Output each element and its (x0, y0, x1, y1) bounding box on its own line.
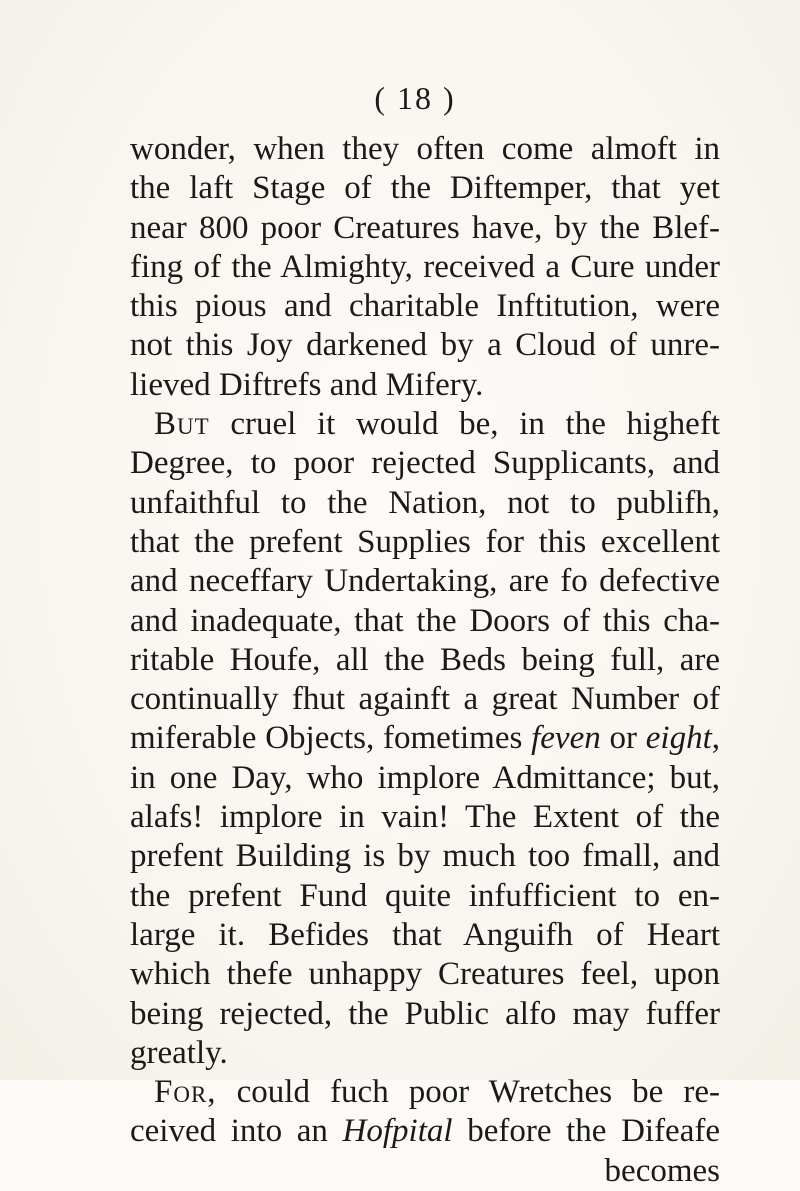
italic-word: feven (531, 720, 601, 757)
text-line: being rejected, the Public alfo may fuffer (130, 995, 720, 1032)
text-line: lieved Diftrefs and Mifery. (130, 366, 484, 403)
text-line: Degree, to poor rejected Supplicants, and (130, 445, 720, 482)
catchword: becomes (604, 1152, 720, 1189)
text-line (130, 719, 720, 758)
text-line: alafs! implore in vain! The Extent of the (130, 799, 720, 836)
text-segment: , (711, 720, 720, 757)
text-line: unfaithful to the Nation, not to publifh, (130, 484, 720, 521)
text-line: that the prefent Supplies for this excellent (130, 523, 720, 560)
text-line: wonder, when they often come almoft in (130, 131, 720, 167)
paragraph-start-line (130, 1073, 720, 1112)
text-segment: could fuch poor Wretches be re- (236, 1074, 720, 1111)
text-line: this pious and charitable Inftitution, were (130, 288, 720, 325)
text-line: large it. Befides that Anguifh of Heart (130, 916, 720, 953)
text-line: and neceffary Undertaking, are fo defective (130, 563, 720, 600)
text-segment: miferable Objects, fometimes (130, 720, 532, 757)
text-line: prefent Building is by much too fmall, and (130, 838, 720, 875)
text-line: near 800 poor Creatures have, by the Blef- (130, 209, 720, 246)
text-line: which thefe unhappy Creatures feel, upon (130, 956, 720, 993)
text-line (130, 1112, 720, 1151)
page-number: ( 18 ) (374, 80, 456, 116)
text-line: the laft Stage of the Diftemper, that yet (130, 170, 720, 207)
text-segment: or (600, 720, 646, 757)
text-line: in one Day, who implore Admittance; but, (130, 759, 720, 796)
italic-word: eight (645, 720, 712, 757)
text-line: greatly. (130, 1034, 228, 1071)
text-line: ritable Houfe, all the Beds being full, are (130, 641, 720, 678)
text-line: continually fhut againft a great Number of (130, 681, 720, 718)
text-segment: ceived into an (130, 1113, 343, 1150)
text-segment: cruel it would be, in the higheft (230, 406, 720, 443)
text-line: and inadequate, that the Doors of this cha- (130, 602, 720, 639)
text-segment: before the Difeafe (452, 1113, 720, 1150)
small-caps-word: For, (154, 1074, 217, 1111)
text-line: fing of the Almighty, received a Cure under (130, 248, 720, 285)
small-caps-word: But (154, 406, 210, 443)
paragraph-start-line (130, 405, 720, 444)
text-line: not this Joy darkened by a Cloud of unre- (130, 327, 720, 364)
italic-word: Hofpital (342, 1113, 453, 1150)
body-text (130, 130, 720, 1191)
text-line: the prefent Fund quite infufficient to en- (130, 877, 720, 914)
